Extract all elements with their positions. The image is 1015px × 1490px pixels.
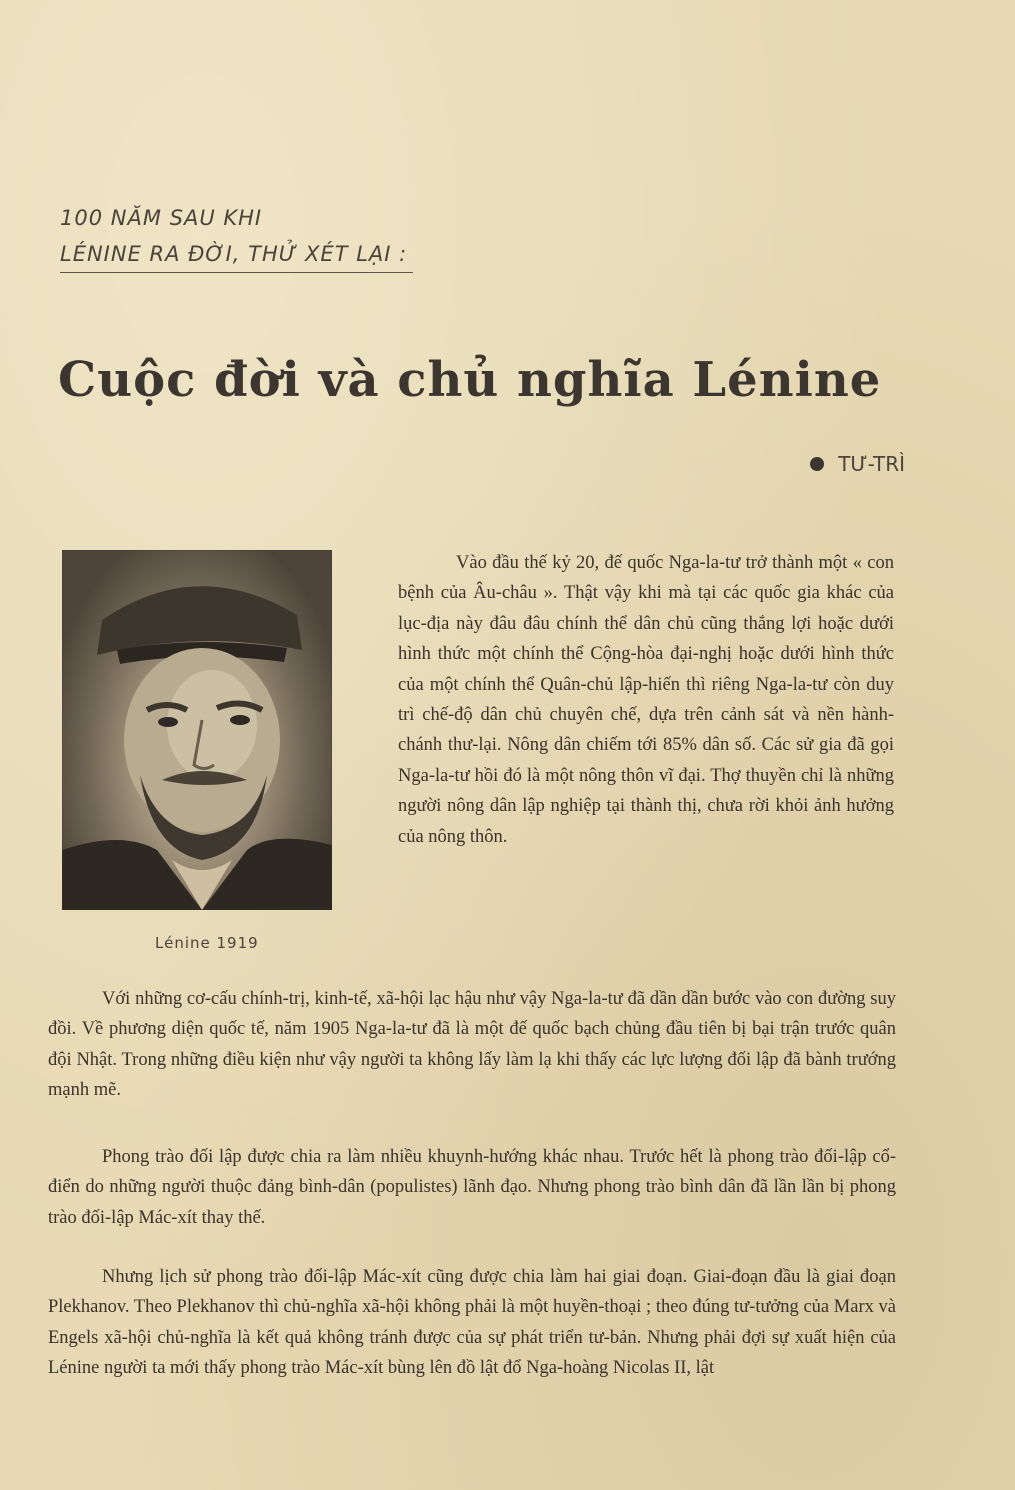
series-line-2: LÉNINE RA ĐỜI, THỬ XÉT LẠI : — [60, 236, 413, 273]
article-title: Cuộc đời và chủ nghĩa Lénine — [58, 352, 882, 408]
series-line-1: 100 NĂM SAU KHI — [60, 206, 263, 230]
body-paragraph: Với những cơ-cấu chính-trị, kinh-tế, xã-hội lạc hậu như vậy Nga-la-tư đã dần dần bước vào con đường suy đồi. Về phương diện quốc tế, năm 1905 Nga-la-tư đã là một đế quốc bạch chủng đầu tiên bị bại trận trước quân đội Nhật. Trong những điều kiện như vậy người ta không lấy làm lạ khi thấy các lực lượng đối lập đã bành trướng mạnh mẽ. — [48, 989, 896, 1100]
photo-caption: Lénine 1919 — [155, 934, 259, 952]
series-heading — [60, 200, 413, 273]
portrait-illustration — [62, 550, 332, 910]
body-paragraph: Phong trào đối lập được chia ra làm nhiều khuynh-hướng khác nhau. Trước hết là phong trào đối-lập cổ-điển do những người thuộc đảng bình-dân (populistes) lãnh đạo. Nhưng phong trào bình dân đã lần lần bị phong trào đối-lập Mác-xít thay thế. — [48, 1147, 896, 1228]
byline — [810, 452, 905, 476]
bullet-icon — [810, 457, 824, 471]
portrait-photo — [62, 550, 332, 910]
author-name: TƯ-TRÌ — [838, 452, 905, 476]
body-paragraph: Nhưng lịch sử phong trào đối-lập Mác-xít cũng được chia làm hai giai đoạn. Giai-đoạn đầu là giai đoạn Plekhanov. Theo Plekhanov thì chủ-nghĩa xã-hội không phải là một huyền-thoại ; theo đúng tư-tưởng của Marx và Engels xã-hội chủ-nghĩa là kết quả không tránh được của sự phát triển tư-bản. Nhưng phải đợi sự xuất hiện của Lénine người ta mới thấy phong trào Mác-xít bùng lên đồ lật đổ Nga-hoàng Nicolas II, lật — [48, 1267, 896, 1378]
intro-paragraph: Vào đầu thế kỷ 20, đế quốc Nga-la-tư trở thành một « con bệnh của Âu-châu ». Thật vậy khi mà tại các quốc gia khác của lục-địa này đâu đâu chính thể dân chủ cũng thắng lợi hoặc dưới hình thức một chính thể Cộng-hòa đại-nghị hoặc dưới hình thức của một chính thể Quân-chủ lập-hiến thì riêng Nga-la-tư còn duy trì chế-độ dân chủ chuyên chế, dựa trên cảnh sát và nền hành-chánh thư-lại. Nông dân chiếm tới 85% dân số. Các sử gia đã gọi Nga-la-tư hồi đó là một nông thôn vĩ đại. Thợ thuyền chỉ là những người nông dân lập nghiệp tại thành thị, chưa rời khỏi ảnh hưởng của nông thôn. — [398, 553, 894, 847]
